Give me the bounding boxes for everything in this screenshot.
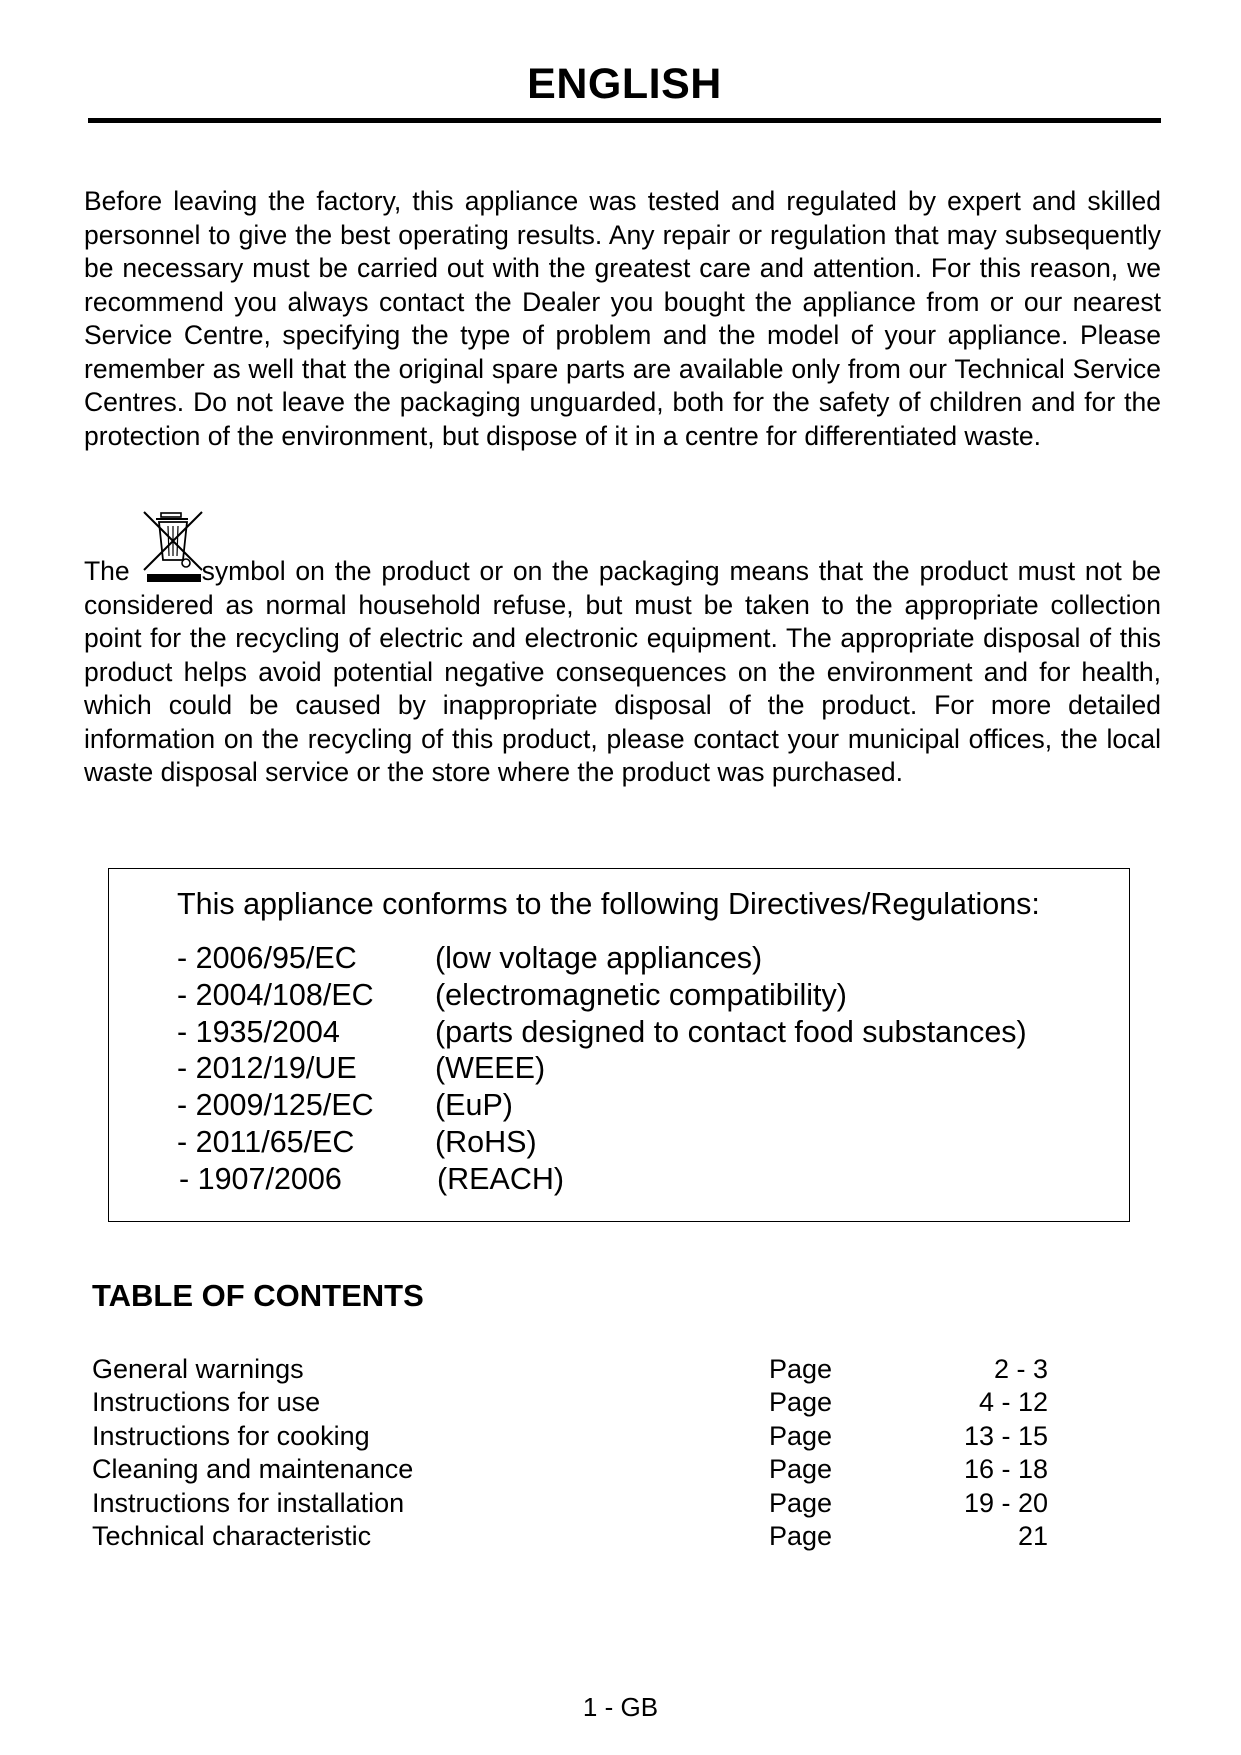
directives-box	[108, 868, 1130, 1222]
toc-row	[92, 1521, 1048, 1555]
toc-label: Instructions for use	[92, 1387, 321, 1417]
directive-code: - 2006/95/EC	[177, 941, 357, 975]
directive-description: (WEEE)	[435, 1051, 546, 1085]
toc-page-word: Page	[769, 1421, 833, 1451]
page-number: 1 - GB	[582, 1692, 659, 1722]
toc-page-word: Page	[769, 1488, 833, 1518]
directive-description: (electromagnetic compatibility)	[435, 978, 847, 1012]
toc-page-range: 19 - 20	[963, 1488, 1048, 1518]
toc-label: Technical characteristic	[92, 1521, 372, 1551]
directive-code: - 2012/19/UE	[177, 1051, 357, 1085]
toc-label: Cleaning and maintenance	[92, 1454, 414, 1484]
page-title: ENGLISH	[527, 60, 722, 108]
toc-label: Instructions for cooking	[92, 1421, 370, 1451]
toc-page-word: Page	[769, 1387, 833, 1417]
weee-text: symbol on the product or on the packaging means that the product must not be considered as normal household refuse, but must be taken to the appropriate collection point for the recycling of electric and electronic equipment. The appropriate disposal of this product helps avoid potential negative consequences on the environment and for health, which could be caused by inappropriate disposal of the product. For more detailed information on the recycling of this product, please contact your municipal offices, the local waste disposal service or the store where the product was purchased.	[84, 556, 1161, 787]
toc-row	[92, 1488, 1048, 1522]
intro-paragraph: Before leaving the factory, this appliance was tested and regulated by expert and skilled personnel to give the best operating results. Any repair or regulation that may subsequently be necessary must be carried out with the greatest care and attention. For this reason, we recommend you always contact the Dealer you bought the appliance from or our nearest Service Centre, specifying the type of problem and the model of your appliance. Please remember as well that the original spare parts are available only from our Technical Service Centres. Do not leave the packaging unguarded, both for the safety of children and for the protection of the environment, but dispose of it in a centre for differentiated waste.	[84, 186, 1161, 451]
directive-description: (EuP)	[435, 1088, 513, 1122]
toc-page-range: 13 - 15	[963, 1421, 1048, 1451]
toc-page-word: Page	[769, 1354, 833, 1384]
toc-page-word: Page	[769, 1521, 833, 1551]
directive-code: - 2011/65/EC	[177, 1125, 355, 1159]
toc-page-range: 21	[1017, 1521, 1048, 1551]
directive-description: (REACH)	[437, 1162, 565, 1196]
directive-description: (low voltage appliances)	[435, 941, 763, 975]
toc-page-range: 4 - 12	[978, 1387, 1048, 1417]
toc-label: General warnings	[92, 1354, 304, 1384]
toc-label: Instructions for installation	[92, 1488, 405, 1518]
directive-code: - 1907/2006	[179, 1162, 342, 1196]
toc-page-word: Page	[769, 1454, 833, 1484]
directives-heading: This appliance conforms to the following Directives/Regulations:	[177, 887, 1040, 921]
weee-lead: The	[84, 556, 130, 586]
toc-title: TABLE OF CONTENTS	[92, 1278, 424, 1313]
toc-row	[92, 1354, 1048, 1388]
toc-page-range: 16 - 18	[963, 1454, 1048, 1484]
directive-description: (RoHS)	[435, 1125, 537, 1159]
weee-paragraph	[84, 555, 1161, 790]
directive-description: (parts designed to contact food substances)	[435, 1015, 1027, 1049]
directive-code: - 2004/108/EC	[177, 978, 374, 1012]
toc-row	[92, 1454, 1048, 1488]
toc-page-range: 2 - 3	[993, 1354, 1048, 1384]
toc-row	[92, 1387, 1048, 1421]
title-divider	[88, 118, 1161, 123]
toc-row	[92, 1421, 1048, 1455]
directive-code: - 1935/2004	[177, 1015, 340, 1049]
directive-code: - 2009/125/EC	[177, 1088, 374, 1122]
